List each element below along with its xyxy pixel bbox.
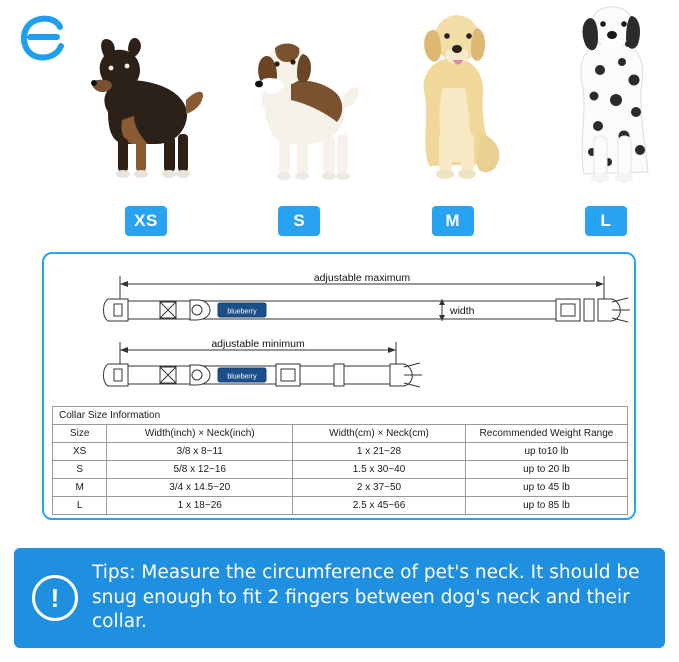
table-row [53,461,628,479]
cell-weight: up to10 lb [465,443,627,461]
dog-photo-xs [78,4,214,200]
cell-inch: 5/8 x 12~16 [107,461,293,479]
cell-cm: 1 x 21~28 [293,443,466,461]
dog-cell-xs [78,4,214,236]
cell-inch: 3/4 x 14.5~20 [107,479,293,497]
adjustable-minimum-label: adjustable minimum [211,338,305,350]
collar-brand-label-min: blueberry [227,373,257,381]
dog-cell-s [231,4,367,236]
table-caption-row [53,407,628,425]
dog-cell-m [385,4,521,236]
cell-inch: 3/8 x 8~11 [107,443,293,461]
header-weight: Recommended Weight Range [465,425,627,443]
cell-weight: up to 85 lb [465,497,627,515]
cell-cm: 2 x 37~50 [293,479,466,497]
collar-diagram [44,254,634,402]
collar-brand-label: blueberry [227,308,257,316]
table-row [53,497,628,515]
size-table-wrapper [52,406,628,515]
size-badge-m: M [432,206,474,236]
adjustable-maximum-label: adjustable maximum [313,272,411,284]
exclamation-icon: ! [32,575,78,621]
dog-photo-s [231,4,367,200]
cell-size: L [53,497,107,515]
table-row [53,443,628,461]
table-header-row [53,425,628,443]
brand-logo-icon [16,10,72,66]
cell-inch: 1 x 18~26 [107,497,293,515]
size-badge-s: S [278,206,320,236]
collar-size-table [52,406,628,515]
dog-photo-l [538,4,674,200]
dog-photo-m [385,4,521,200]
table-caption: Collar Size Information [53,407,628,425]
dog-cell-l [538,4,674,236]
header-inch: Width(inch) × Neck(inch) [107,425,293,443]
width-label: width [450,305,475,317]
header-cm: Width(cm) × Neck(cm) [293,425,466,443]
cell-size: S [53,461,107,479]
cell-size: M [53,479,107,497]
tips-banner [14,548,665,648]
dog-size-row [78,4,674,236]
header-size: Size [53,425,107,443]
cell-weight: up to 20 lb [465,461,627,479]
tips-text: Tips: Measure the circumference of pet's neck. It should be snug enough to fit 2 fingers between dog's neck and their collar. [92,561,640,633]
size-badge-xs: XS [125,206,167,236]
table-row [53,479,628,497]
cell-size: XS [53,443,107,461]
cell-weight: up to 45 lb [465,479,627,497]
cell-cm: 2.5 x 45~66 [293,497,466,515]
cell-cm: 1.5 x 30~40 [293,461,466,479]
collar-spec-panel [42,252,636,520]
size-badge-l: L [585,206,627,236]
